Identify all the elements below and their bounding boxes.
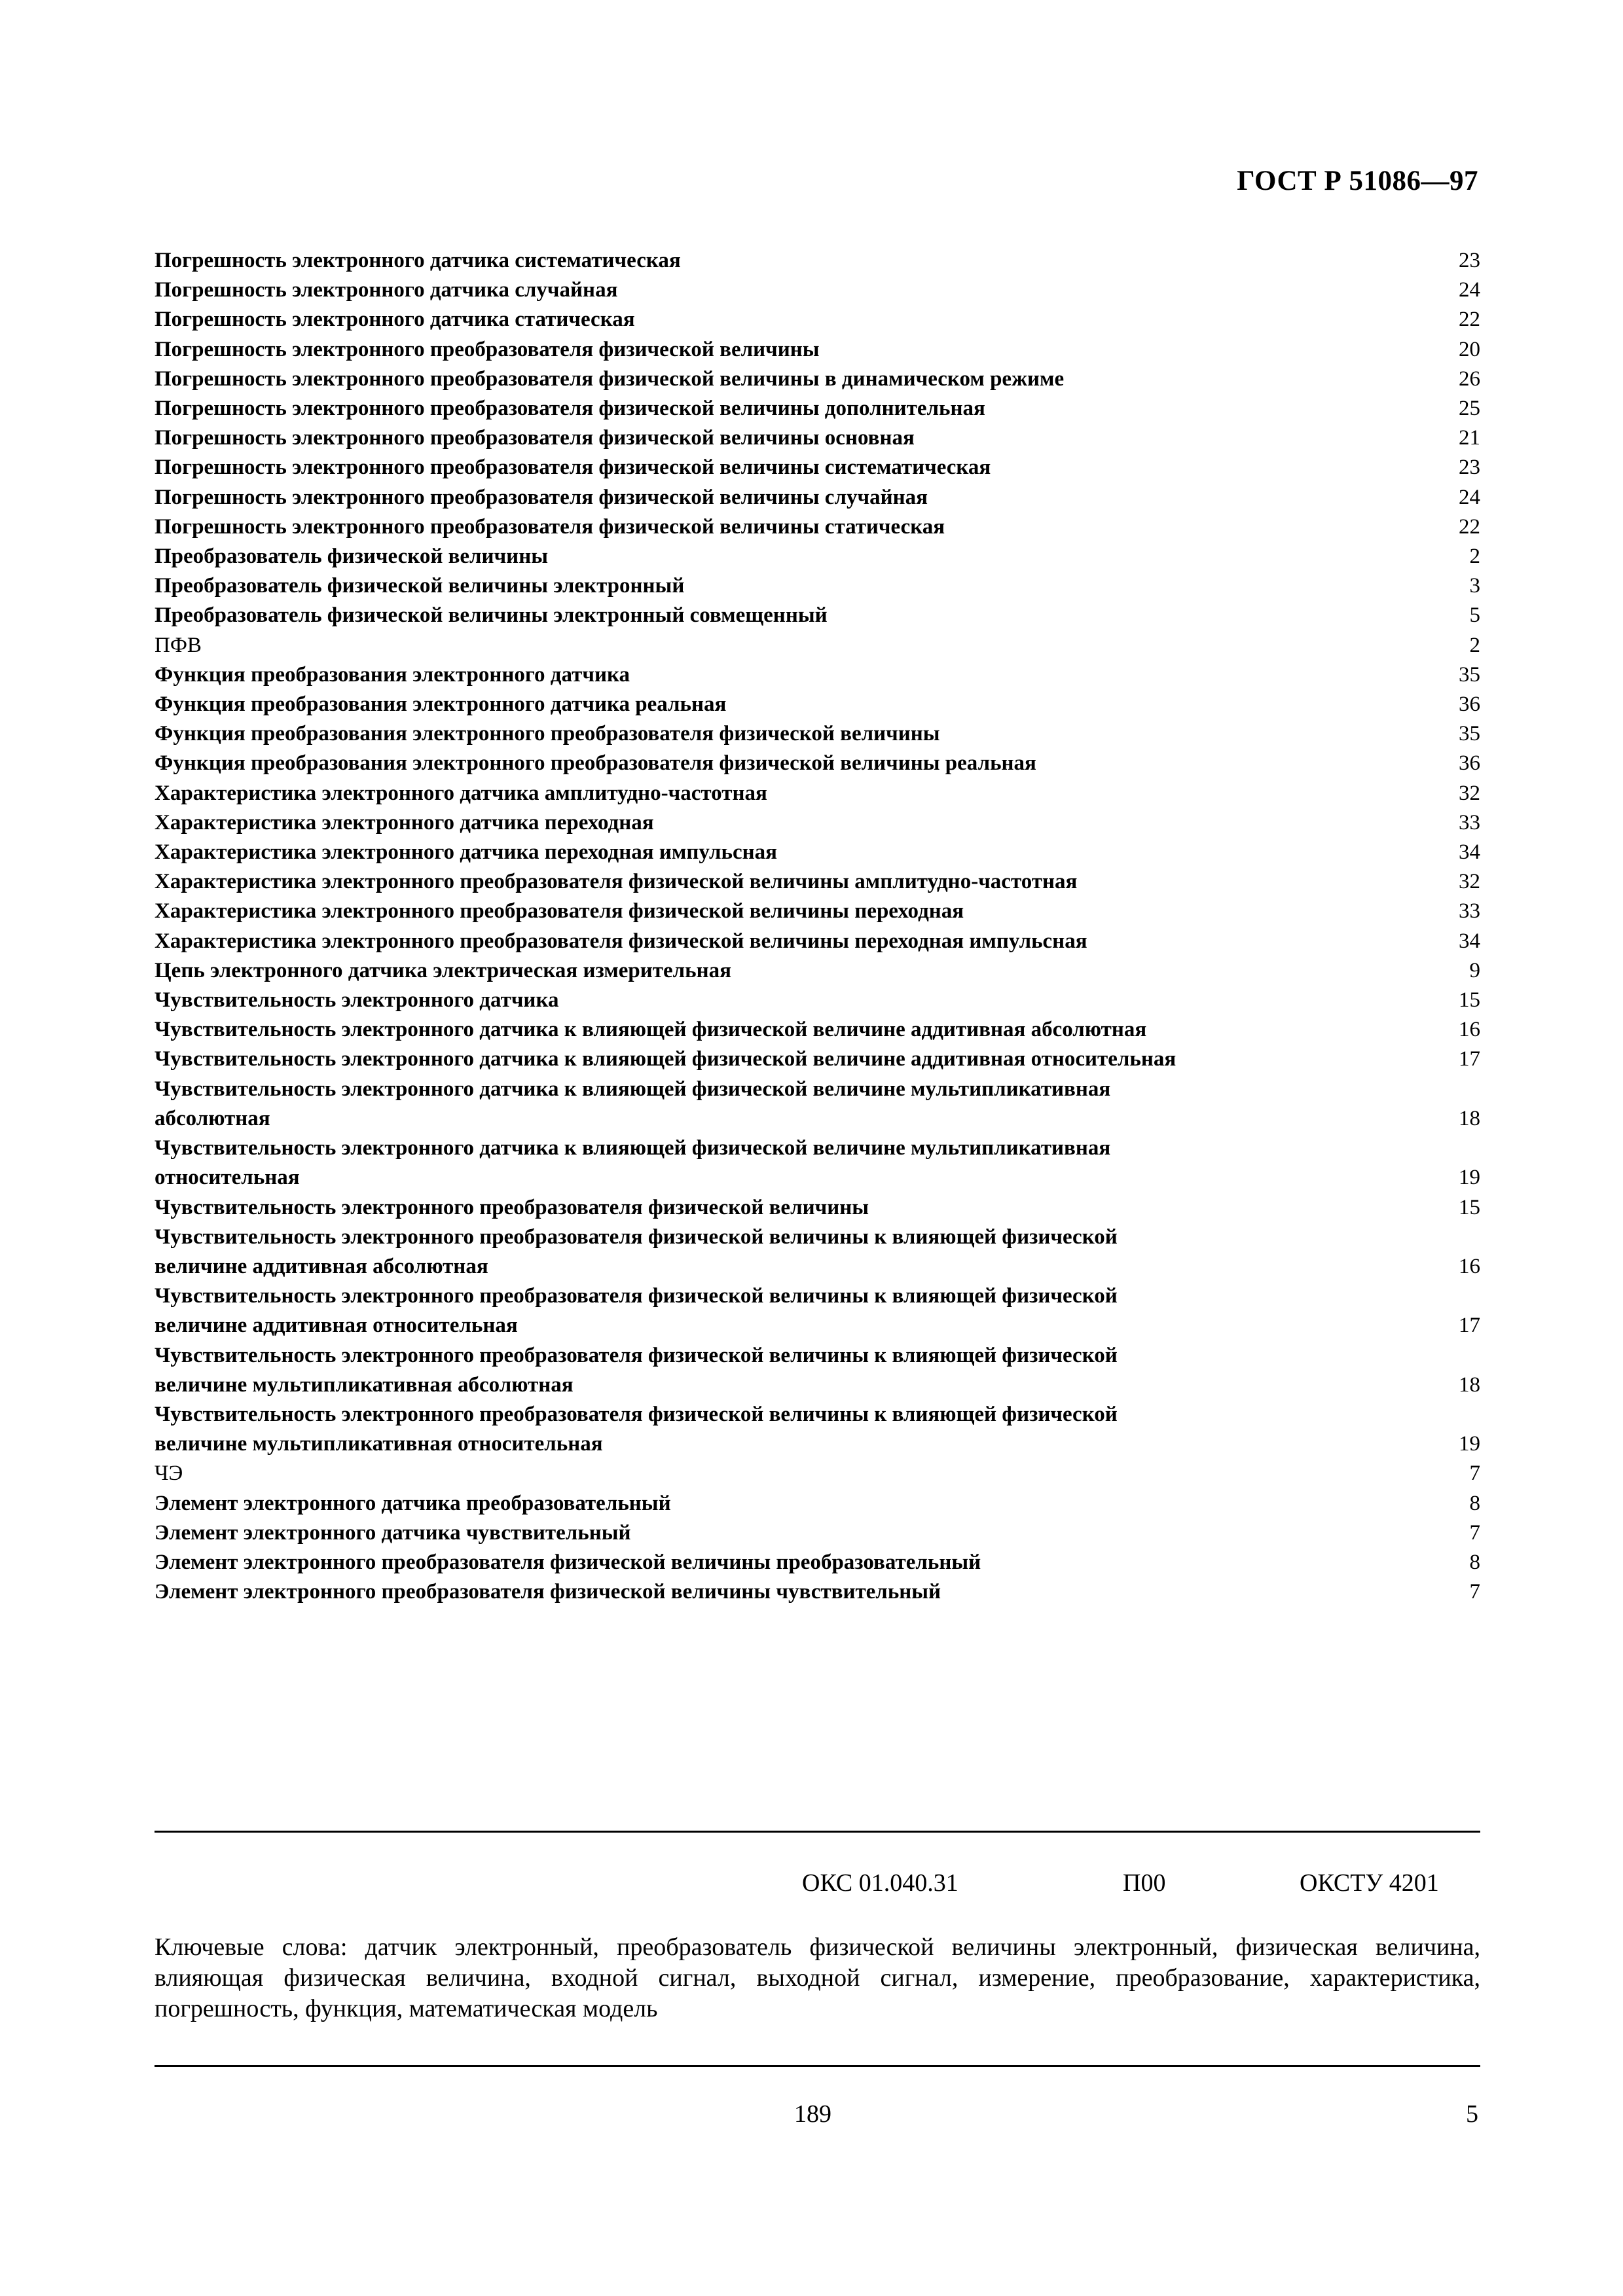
index-term: относительная (155, 1166, 300, 1190)
index-entry (155, 1371, 1480, 1400)
index-entry (155, 808, 1480, 838)
index-page-number: 26 (1459, 367, 1480, 391)
index-term: величине аддитивная абсолютная (155, 1254, 488, 1278)
index-page-number: 23 (1459, 456, 1480, 480)
index-term: Функция преобразования электронного преобразователя физической величины реальная (155, 751, 1036, 776)
index-page-number: 36 (1459, 751, 1480, 776)
index-term: Погрешность электронного преобразователя физической величины (155, 337, 820, 361)
index-term: Погрешность электронного преобразователя физической величины в динамическом режиме (155, 367, 1065, 391)
index-page-number: 24 (1459, 278, 1480, 302)
index-page-number: 8 (1469, 1550, 1480, 1574)
index-term: Характеристика электронного датчика амплитудно-частотная (155, 781, 767, 805)
index-term: Погрешность электронного преобразователя физической величины статическая (155, 514, 945, 539)
index-term: Погрешность электронного преобразователя физической величины систематическая (155, 456, 991, 480)
index-page-number: 7 (1469, 1520, 1480, 1545)
index-entry (155, 423, 1480, 453)
index-page-number: 9 (1469, 958, 1480, 982)
index-term: Чувствительность электронного датчика к влияющей физической величине мультипликативная (155, 1077, 1111, 1101)
index-page-number: 2 (1469, 633, 1480, 657)
index-term: Погрешность электронного датчика систематическая (155, 249, 681, 272)
index-entry (155, 335, 1480, 365)
index-entry (155, 1015, 1480, 1045)
index-entry (155, 276, 1480, 305)
index-page-number: 2 (1469, 545, 1480, 569)
index-entry (155, 305, 1480, 334)
index-page-number: 15 (1459, 988, 1480, 1013)
index-entry (155, 779, 1480, 808)
index-entry (155, 1193, 1480, 1223)
index-entry (155, 1518, 1480, 1548)
index-entry (155, 1134, 1480, 1163)
index-page-number: 7 (1469, 1580, 1480, 1604)
divider-top (155, 1831, 1480, 1833)
index-page-number: 23 (1459, 249, 1480, 272)
index-page-number: 8 (1469, 1491, 1480, 1515)
index-term: Погрешность электронного датчика статическая (155, 308, 635, 332)
index-page-number: 19 (1459, 1432, 1480, 1456)
index-entry (155, 365, 1480, 394)
index-term: Чувствительность электронного датчика к влияющей физической величине аддитивная относительная (155, 1047, 1176, 1071)
index-entry (155, 1341, 1480, 1371)
index-entry (155, 1104, 1480, 1134)
index-entry (155, 956, 1480, 986)
page-number: 5 (1466, 2100, 1478, 2128)
index-entry (155, 660, 1480, 690)
index-term: величине мультипликативная относительная (155, 1432, 603, 1456)
index-term: Характеристика электронного преобразователя физической величины переходная (155, 899, 964, 924)
index-term: Погрешность электронного датчика случайная (155, 278, 618, 302)
okstu-code: ОКСТУ 4201 (1300, 1869, 1439, 1897)
index-term: ПФВ (155, 633, 202, 657)
index-term: Функция преобразования электронного преобразователя физической величины (155, 722, 940, 746)
index-page-number: 18 (1459, 1372, 1480, 1397)
index-page-number: 24 (1459, 485, 1480, 509)
index-term: абсолютная (155, 1106, 270, 1130)
index-term: Чувствительность электронного преобразователя физической величины к влияющей физической (155, 1225, 1118, 1249)
center-number: 189 (794, 2100, 831, 2128)
index-page-number: 33 (1459, 810, 1480, 834)
index-term: Характеристика электронного датчика переходная импульсная (155, 840, 778, 865)
index-entry (155, 571, 1480, 601)
index-term: Характеристика электронного преобразователя физической величины переходная импульсная (155, 929, 1087, 953)
index-entry (155, 542, 1480, 571)
index-term: Чувствительность электронного преобразователя физической величины (155, 1195, 869, 1219)
index-term: величине аддитивная относительная (155, 1314, 518, 1338)
index-entry (155, 1459, 1480, 1488)
index-entry (155, 1577, 1480, 1607)
index-page-number: 22 (1459, 514, 1480, 539)
index-term: величине мультипликативная абсолютная (155, 1372, 574, 1397)
index-page-number: 22 (1459, 308, 1480, 332)
index-entry (155, 749, 1480, 778)
index-term: Функция преобразования электронного датчика (155, 662, 630, 687)
index-term: Погрешность электронного преобразователя физической величины дополнительная (155, 397, 985, 421)
index-page-number: 35 (1459, 662, 1480, 687)
index-term: Элемент электронного преобразователя физической величины преобразовательный (155, 1550, 981, 1574)
index-entry (155, 690, 1480, 719)
index-term: Элемент электронного датчика чувствительный (155, 1520, 631, 1545)
index-page-number: 34 (1459, 840, 1480, 865)
index-page-number: 35 (1459, 722, 1480, 746)
index-entry (155, 1311, 1480, 1340)
index-page-number: 17 (1459, 1047, 1480, 1071)
index-page-number: 16 (1459, 1254, 1480, 1278)
index-term: Чувствительность электронного преобразователя физической величины к влияющей физической (155, 1343, 1118, 1367)
index-entry (155, 601, 1480, 630)
index-page-number: 36 (1459, 692, 1480, 717)
index-term: Характеристика электронного преобразователя физической величины амплитудно-частотная (155, 870, 1078, 894)
index-entry (155, 1282, 1480, 1311)
index-page-number: 20 (1459, 337, 1480, 361)
index-entry (155, 1075, 1480, 1104)
index-term: Преобразователь физической величины электронный совмещенный (155, 603, 828, 628)
index-entry (155, 1045, 1480, 1074)
index-term: Функция преобразования электронного датчика реальная (155, 692, 727, 717)
index-term: Чувствительность электронного датчика к влияющей физической величине аддитивная абсолютная (155, 1018, 1147, 1042)
index-term: Элемент электронного датчика преобразовательный (155, 1491, 671, 1515)
index-entry (155, 631, 1480, 660)
p00-code: П00 (1123, 1869, 1166, 1897)
index-page-number: 3 (1469, 574, 1480, 598)
keywords-paragraph: Ключевые слова: датчик электронный, преобразователь физической величины электронный, физическая величина, влияющая физическая величина, входной сигнал, выходной сигнал, измерение, преобразование, характеристика, погрешность, функция, математическая модель (155, 1933, 1480, 2022)
index-entry (155, 838, 1480, 867)
index-term: Погрешность электронного преобразователя физической величины основная (155, 426, 915, 450)
index-term: Чувствительность электронного датчика (155, 988, 559, 1013)
index-term: Чувствительность электронного преобразователя физической величины к влияющей физической (155, 1402, 1118, 1426)
index-entry (155, 1489, 1480, 1518)
alphabetical-index (155, 246, 1480, 1607)
index-page-number: 34 (1459, 929, 1480, 953)
index-entry (155, 867, 1480, 897)
index-term: Цепь электронного датчика электрическая измерительная (155, 958, 731, 982)
index-entry (155, 1163, 1480, 1193)
index-term: Элемент электронного преобразователя физической величины чувствительный (155, 1580, 941, 1604)
index-page-number: 7 (1469, 1462, 1480, 1486)
index-entry (155, 986, 1480, 1015)
index-entry (155, 1252, 1480, 1282)
index-page-number: 25 (1459, 397, 1480, 421)
index-entry (155, 1400, 1480, 1429)
index-term: Характеристика электронного датчика переходная (155, 810, 654, 834)
document-code: ГОСТ Р 51086—97 (1237, 166, 1478, 196)
okc-code: ОКС 01.040.31 (802, 1869, 958, 1897)
index-term: Чувствительность электронного датчика к влияющей физической величине мультипликативная (155, 1136, 1111, 1160)
index-term: Погрешность электронного преобразователя физической величины случайная (155, 485, 928, 509)
index-entry (155, 719, 1480, 749)
index-entry (155, 512, 1480, 542)
index-page-number: 33 (1459, 899, 1480, 924)
index-page-number: 17 (1459, 1314, 1480, 1338)
index-term: Преобразователь физической величины (155, 545, 548, 569)
index-page-number: 16 (1459, 1018, 1480, 1042)
index-entry (155, 483, 1480, 512)
index-entry (155, 897, 1480, 926)
index-term: ЧЭ (155, 1462, 183, 1486)
index-page-number: 21 (1459, 426, 1480, 450)
index-entry (155, 1548, 1480, 1577)
index-term: Чувствительность электронного преобразователя физической величины к влияющей физической (155, 1284, 1118, 1308)
index-page-number: 19 (1459, 1166, 1480, 1190)
index-term: Преобразователь физической величины электронный (155, 574, 685, 598)
index-entry (155, 394, 1480, 423)
divider-bottom (155, 2065, 1480, 2067)
index-entry (155, 1429, 1480, 1459)
index-page-number: 15 (1459, 1195, 1480, 1219)
index-entry (155, 453, 1480, 482)
index-entry (155, 927, 1480, 956)
index-entry (155, 1223, 1480, 1252)
index-page-number: 18 (1459, 1106, 1480, 1130)
index-entry (155, 246, 1480, 276)
index-page-number: 32 (1459, 870, 1480, 894)
index-page-number: 5 (1469, 603, 1480, 628)
index-page-number: 32 (1459, 781, 1480, 805)
